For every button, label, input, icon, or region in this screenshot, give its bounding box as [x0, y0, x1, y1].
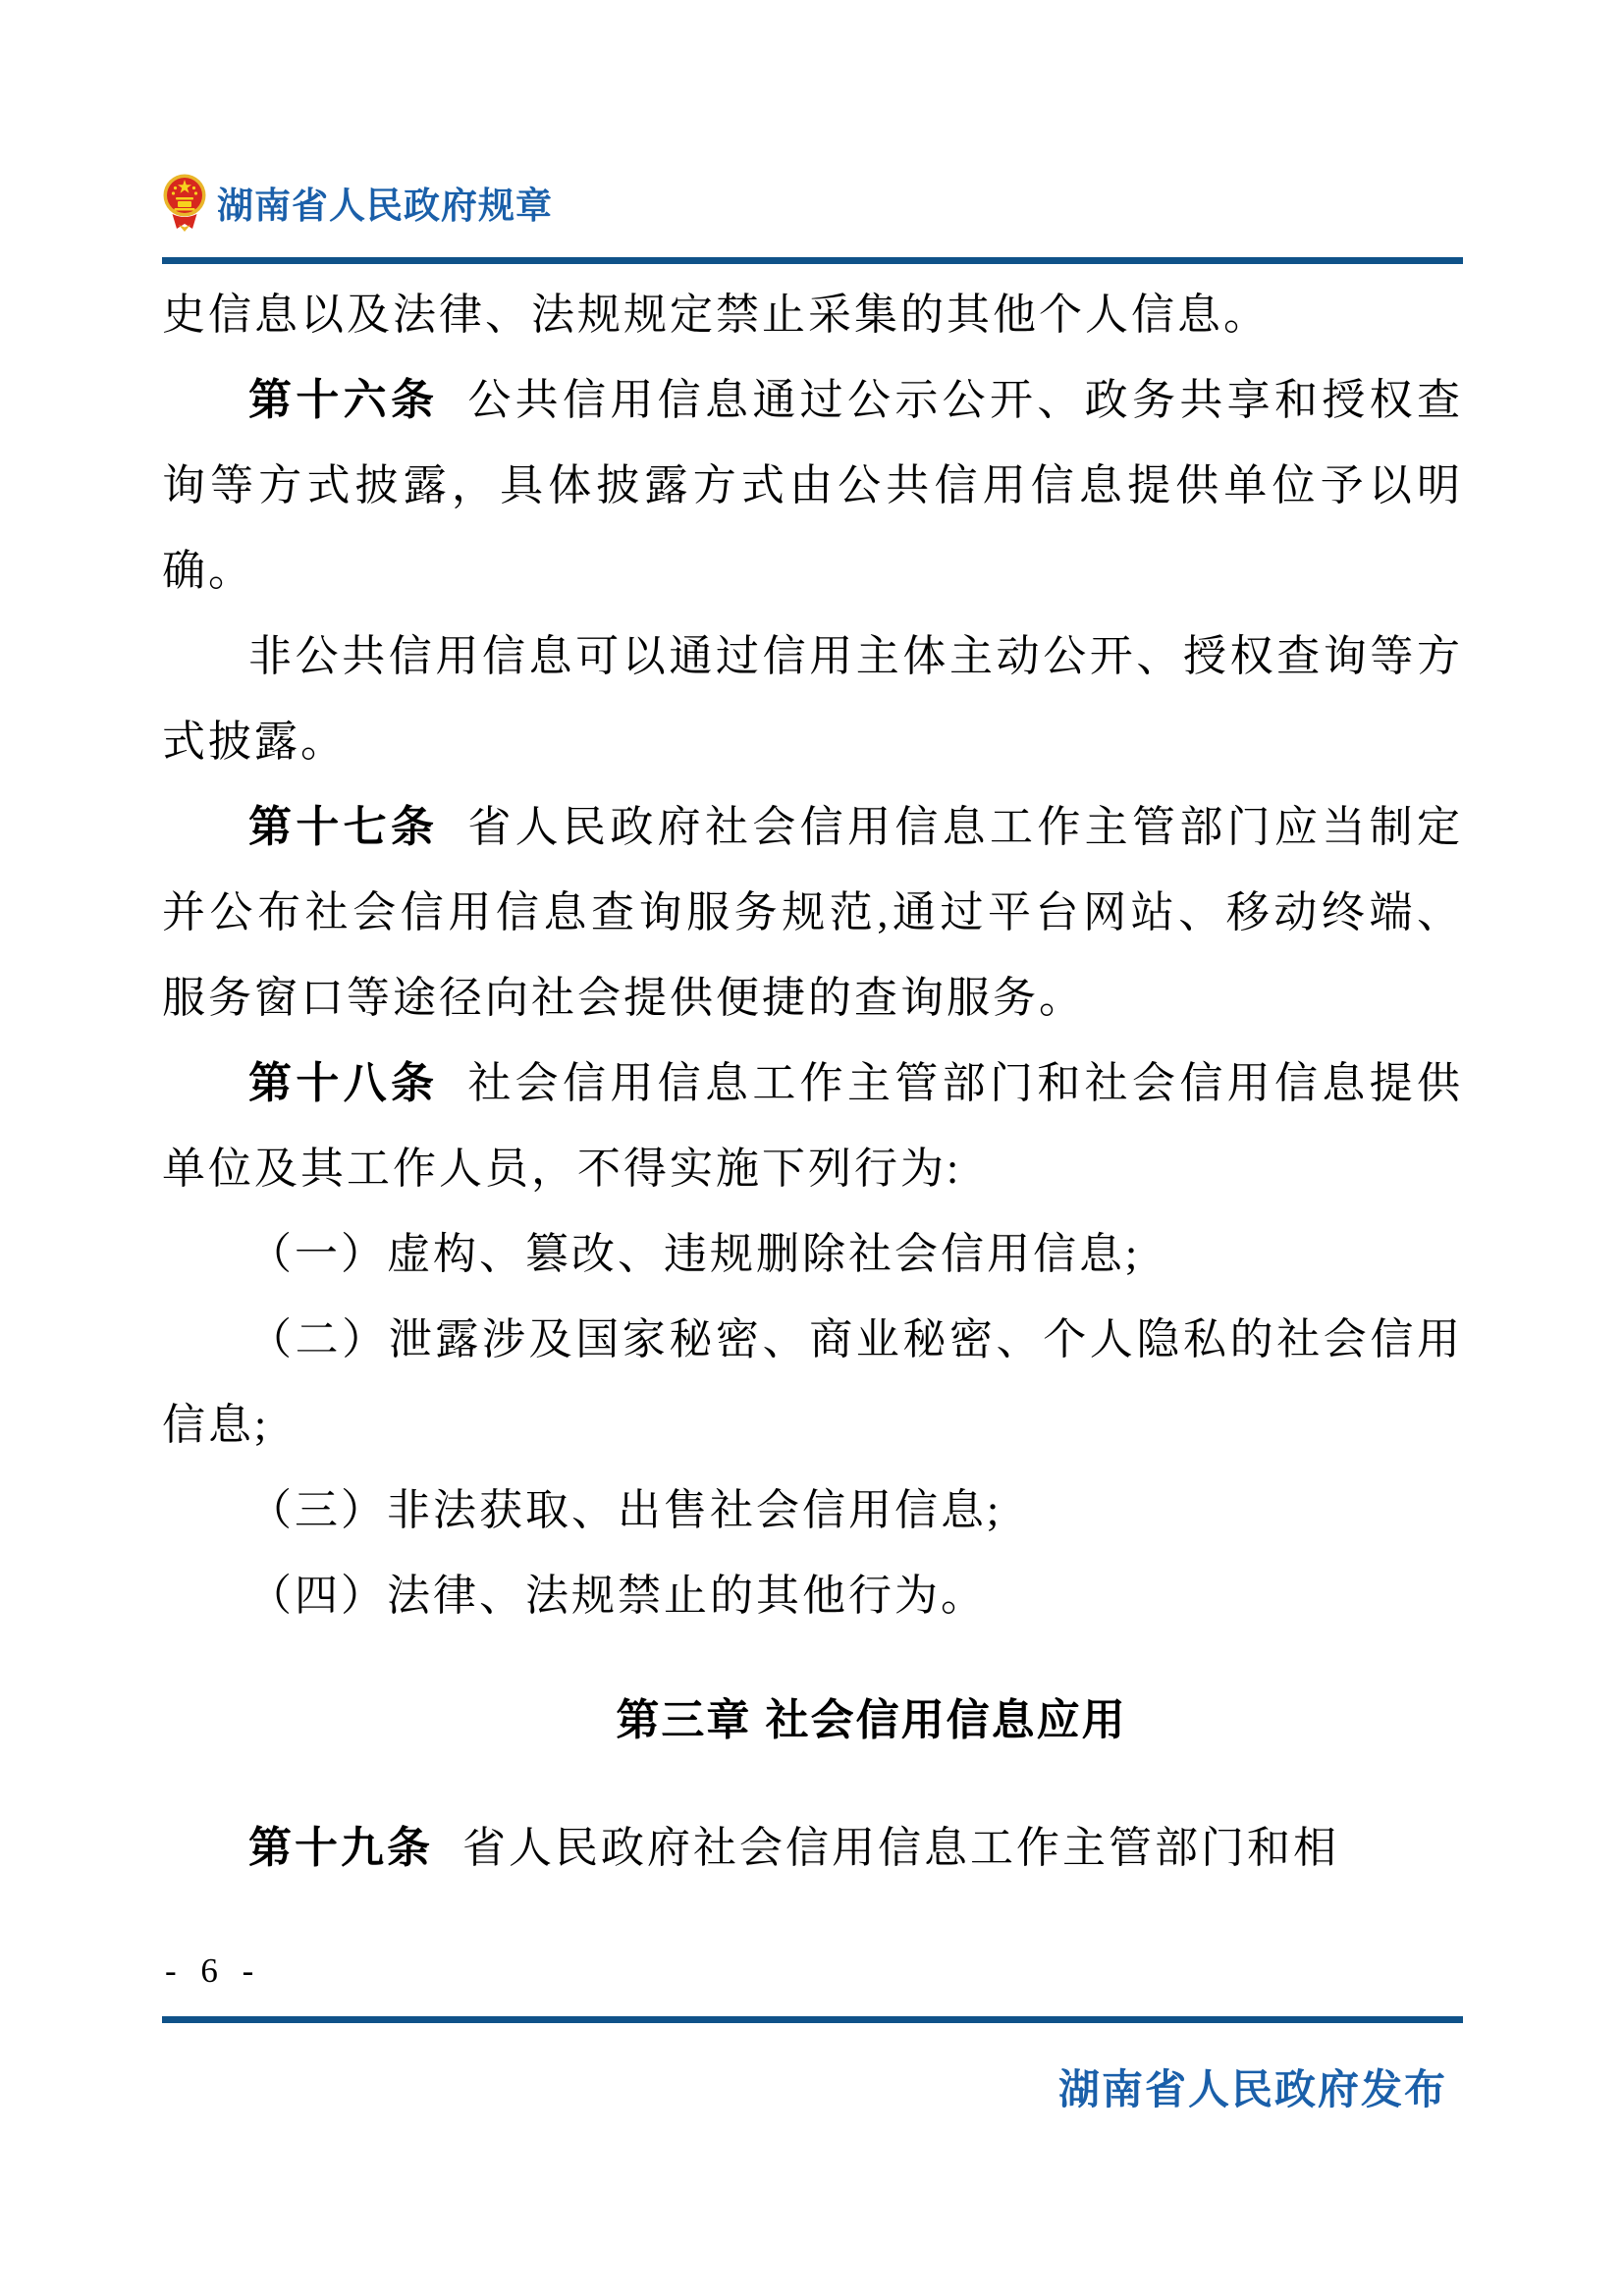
publisher-label: 湖南省人民政府发布	[1057, 2066, 1447, 2112]
document-body	[162, 272, 1463, 1891]
paragraph-text: 省人民政府社会信用信息工作主管部门应当制定并公布社会信用信息查询服务规范,通过平台网站、移动终端、服务窗口等途径向社会提供便捷的查询服务。	[162, 803, 1464, 1022]
page-number: - 6 -	[165, 1951, 262, 1990]
paragraph-article-16	[162, 357, 1463, 614]
article-number: 第十六条	[248, 376, 439, 424]
article-number: 第十八条	[248, 1059, 439, 1107]
header-row	[162, 173, 1463, 232]
paragraph-text: 非公共信用信息可以通过信用主体主动公开、授权查询等方式披露。	[162, 632, 1463, 766]
article-number: 第十七条	[248, 803, 439, 851]
paragraph-text: （三）非法获取、出售社会信用信息;	[248, 1486, 1002, 1534]
list-item-4	[162, 1553, 1463, 1638]
article-number: 第十九条	[248, 1824, 433, 1872]
paragraph-article-17	[162, 784, 1463, 1041]
header-divider	[162, 257, 1463, 264]
header-title: 湖南省人民政府规章	[217, 186, 553, 226]
paragraph-text: （四）法律、法规禁止的其他行为。	[248, 1572, 987, 1620]
page-header	[162, 173, 1463, 264]
paragraph-text: 社会信用信息工作主管部门和社会信用信息提供单位及其工作人员，不得实施下列行为:	[162, 1059, 1464, 1193]
footer-divider	[162, 2016, 1463, 2023]
paragraph	[162, 614, 1463, 784]
paragraph-article-19	[162, 1805, 1463, 1891]
list-item-1	[162, 1211, 1463, 1297]
paragraph-article-18	[162, 1041, 1463, 1211]
national-emblem-icon	[162, 173, 207, 232]
list-item-2	[162, 1297, 1463, 1468]
paragraph-continuation	[162, 272, 1463, 357]
paragraph-text: 省人民政府社会信用信息工作主管部门和相	[462, 1824, 1339, 1872]
paragraph-text: 史信息以及法律、法规规定禁止采集的其他个人信息。	[162, 291, 1270, 339]
paragraph-text: （二）泄露涉及国家秘密、商业秘密、个人隐私的社会信用信息;	[162, 1315, 1463, 1449]
chapter-heading: 第三章 社会信用信息应用	[616, 1696, 1127, 1744]
paragraph-text: （一）虚构、篡改、违规删除社会信用信息;	[248, 1230, 1141, 1278]
paragraph-text: 公共信用信息通过公示公开、政务共享和授权查询等方式披露，具体披露方式由公共信用信息提供单位予以明确。	[162, 376, 1464, 595]
list-item-3	[162, 1468, 1463, 1553]
